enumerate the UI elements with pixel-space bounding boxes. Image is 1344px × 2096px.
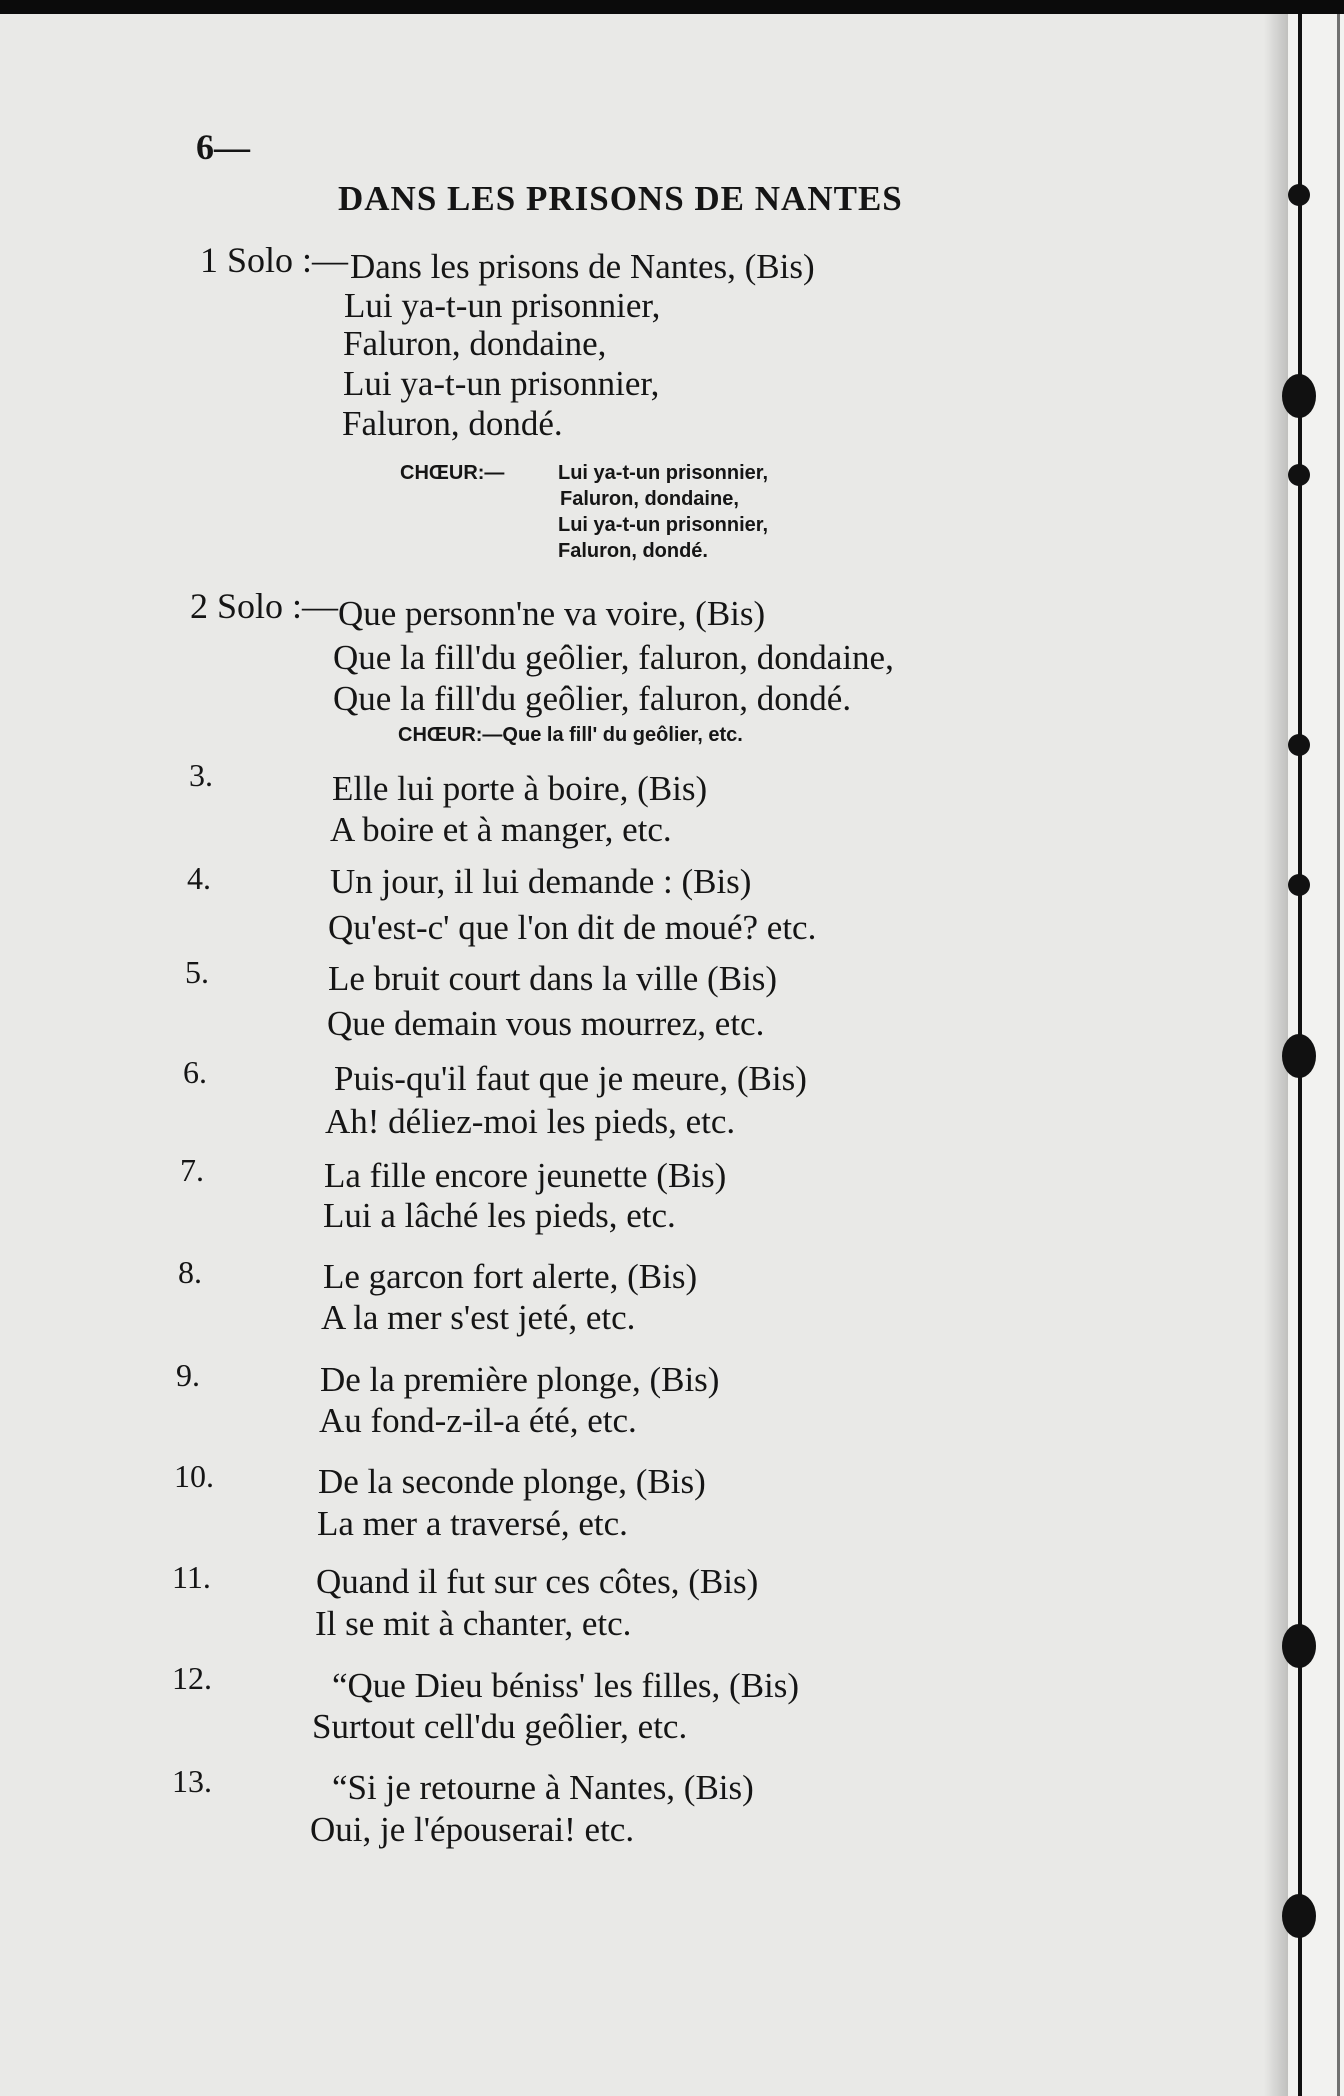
verse-line: A boire et à manger, etc. (330, 810, 672, 849)
verse-line: Le garcon fort alerte, (Bis) (323, 1257, 698, 1296)
verse-1-line: Faluron, dondé. (342, 404, 563, 443)
verse-number: 7. (180, 1152, 204, 1188)
verse-number: 9. (176, 1357, 200, 1393)
chorus-line: Lui ya-t-un prisonnier, (558, 514, 769, 536)
verse-line: De la première plonge, (Bis) (320, 1360, 720, 1399)
verse-number: 6. (183, 1054, 207, 1090)
book-spine (1288, 14, 1344, 2096)
verse-line: De la seconde plonge, (Bis) (318, 1462, 706, 1501)
verse-number: 4. (187, 860, 211, 896)
binding-knot (1282, 1034, 1316, 1078)
chorus-2-line: CHŒUR:—Que la fill' du geôlier, etc. (398, 724, 743, 746)
binding-knot (1282, 1624, 1316, 1668)
binding-knot (1282, 1894, 1316, 1938)
verse-number: 3. (189, 757, 213, 793)
binding-knot (1288, 184, 1310, 206)
chorus-line: Faluron, dondaine, (560, 488, 739, 510)
verse-2-line: Que la fill'du geôlier, faluron, dondaine, (333, 638, 894, 677)
verse-1-line: Lui ya-t-un prisonnier, (344, 286, 661, 325)
verse-line: Il se mit à chanter, etc. (315, 1604, 632, 1643)
verse-number: 5. (185, 954, 209, 990)
verse-2-line: Que la fill'du geôlier, faluron, dondé. (333, 679, 852, 718)
verse-line: Au fond-z-il-a été, etc. (319, 1401, 637, 1440)
page-number: 6— (196, 127, 250, 167)
chorus-label: CHŒUR:— (400, 462, 505, 484)
verse-number: 10. (174, 1458, 214, 1494)
binding-knot (1288, 464, 1310, 486)
verse-1-line: Lui ya-t-un prisonnier, (343, 364, 660, 403)
verse-line: A la mer s'est jeté, etc. (321, 1298, 636, 1337)
verse-number: 8. (178, 1254, 202, 1290)
verse-2-line: Que personn'ne va voire, (Bis) (338, 594, 766, 633)
verse-line: Elle lui porte à boire, (Bis) (332, 769, 708, 808)
verse-line: Ah! déliez-moi les pieds, etc. (325, 1102, 736, 1141)
chorus-line: Lui ya-t-un prisonnier, (558, 462, 769, 484)
verse-line: Quand il fut sur ces côtes, (Bis) (316, 1562, 759, 1601)
verse-line: “Si je retourne à Nantes, (Bis) (332, 1768, 754, 1807)
verse-line: Lui a lâché les pieds, etc. (323, 1196, 676, 1235)
verse-line: Oui, je l'épouserai! etc. (310, 1810, 635, 1849)
verse-line: Que demain vous mourrez, etc. (327, 1004, 765, 1043)
verse-number: 11. (172, 1559, 211, 1595)
verse-line: La mer a traversé, etc. (317, 1504, 628, 1543)
chorus-line: Faluron, dondé. (558, 540, 708, 562)
verse-number: 13. (172, 1763, 212, 1799)
verse-line: La fille encore jeunette (Bis) (324, 1156, 727, 1195)
binding-knot (1288, 874, 1310, 896)
book-page (0, 14, 1288, 2096)
verse-line: Le bruit court dans la ville (Bis) (328, 959, 778, 998)
verse-1-label: 1 Solo :— (200, 240, 349, 280)
verse-line: Qu'est-c' que l'on dit de moué? etc. (328, 908, 817, 947)
verse-line: Un jour, il lui demande : (Bis) (330, 862, 752, 901)
verse-line: Surtout cell'du geôlier, etc. (312, 1707, 688, 1746)
verse-line: Puis-qu'il faut que je meure, (Bis) (334, 1059, 807, 1098)
binding-knot (1282, 374, 1316, 418)
song-title: DANS LES PRISONS DE NANTES (338, 179, 903, 218)
verse-1-line: Dans les prisons de Nantes, (Bis) (350, 247, 815, 286)
verse-1-line: Faluron, dondaine, (343, 324, 607, 363)
verse-line: “Que Dieu béniss' les filles, (Bis) (332, 1666, 800, 1705)
verse-2-label: 2 Solo :— (190, 586, 339, 626)
binding-knot (1288, 734, 1310, 756)
page-edge (1337, 14, 1340, 2096)
verse-number: 12. (172, 1660, 212, 1696)
